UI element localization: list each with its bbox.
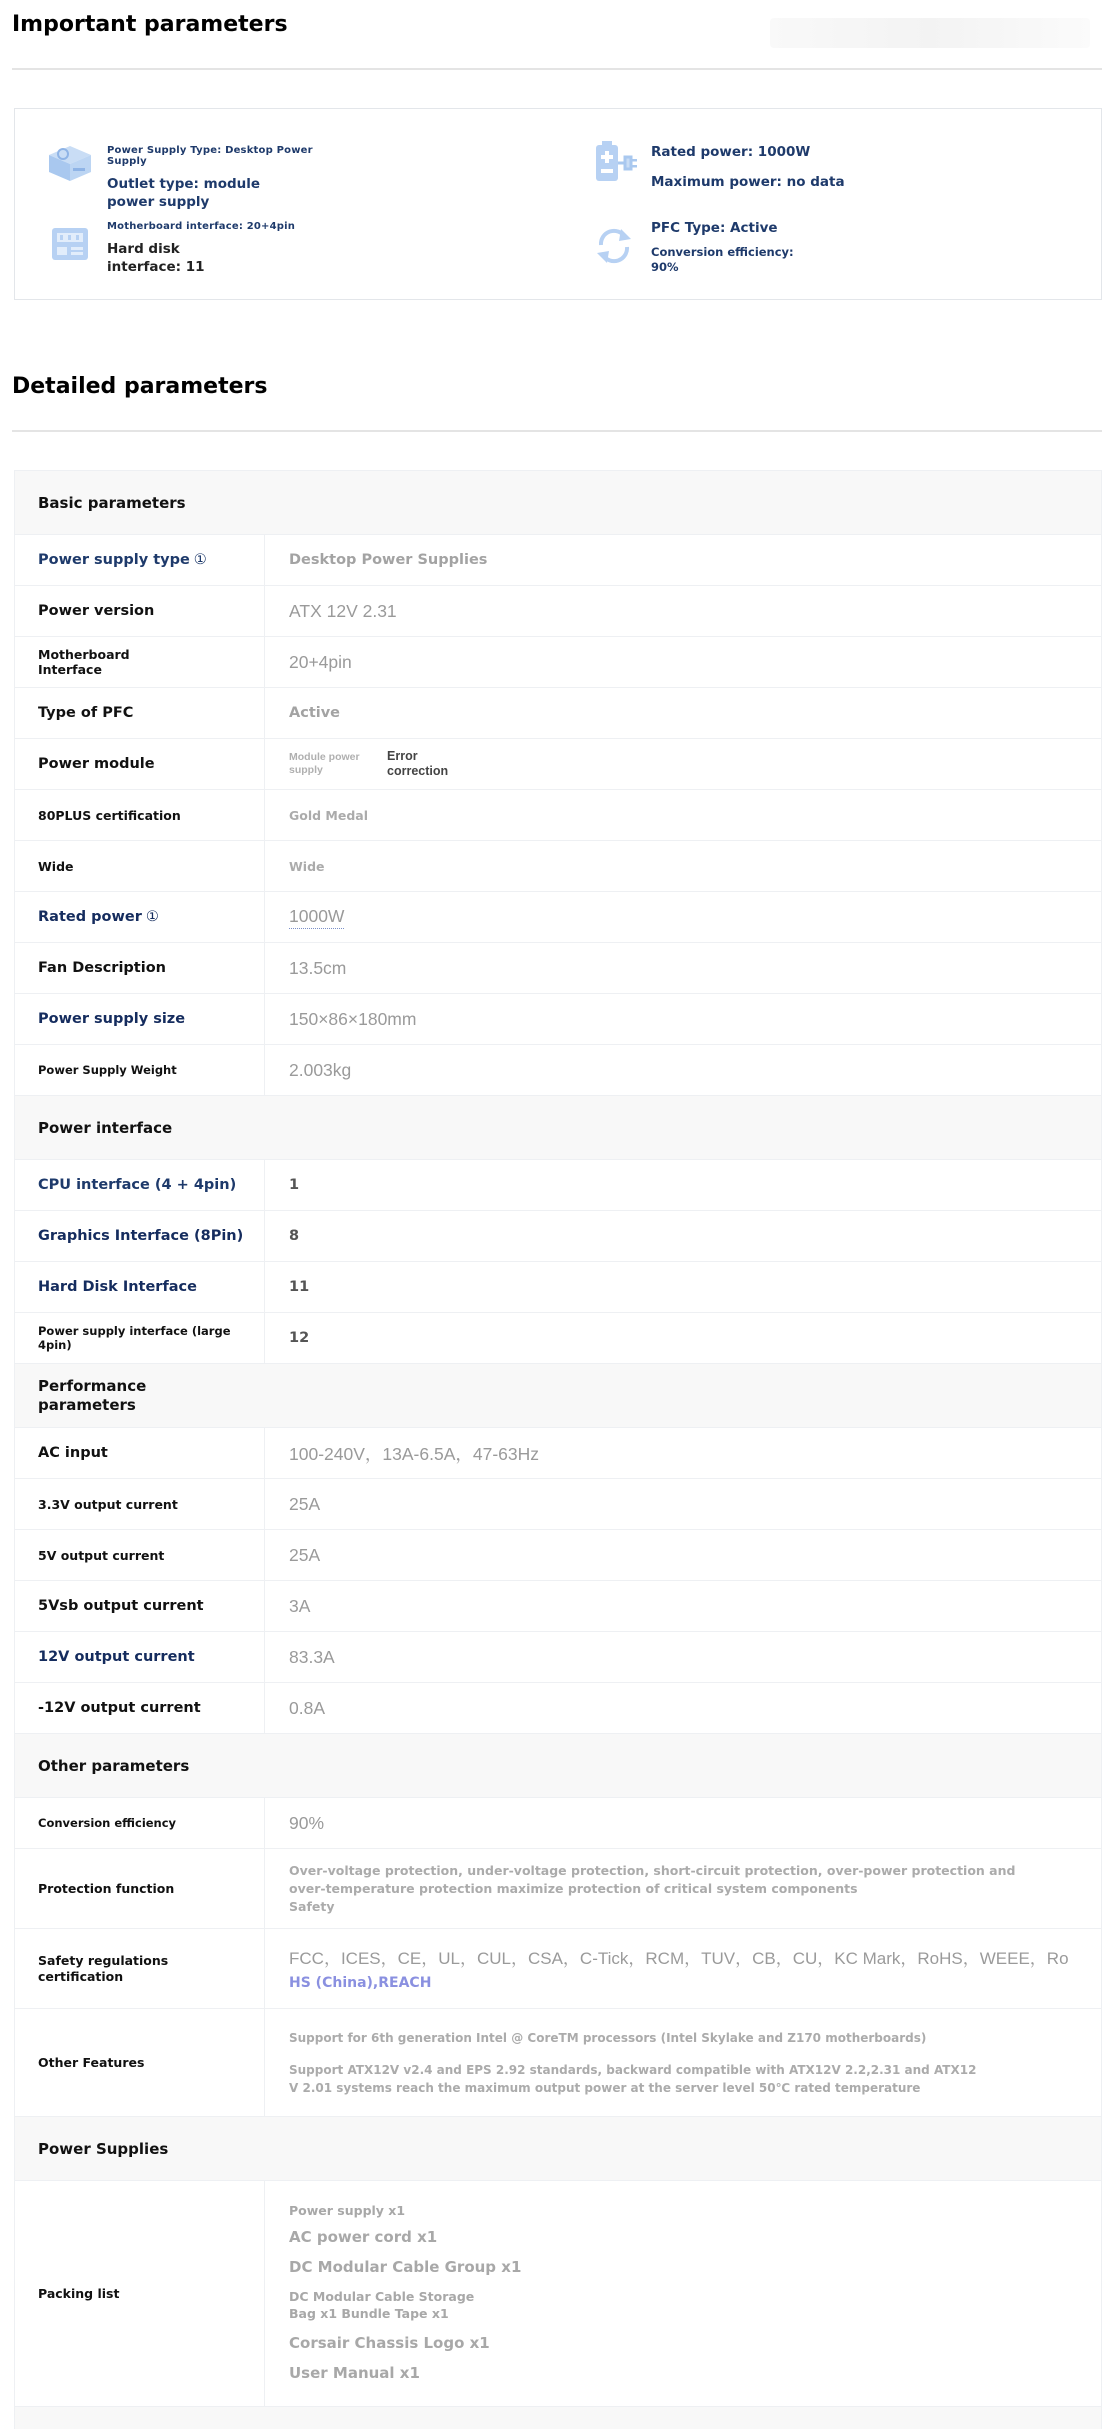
power-supply-type-label[interactable]: Power supply type bbox=[38, 552, 190, 568]
row-value bbox=[265, 2181, 1101, 2406]
protection-text-1: Over-voltage protection, under-voltage protection, short-circuit protection, over-power protection and bbox=[289, 1862, 1016, 1878]
row-label: Wide bbox=[15, 841, 265, 891]
power-supply-box-icon bbox=[43, 135, 97, 189]
packing-item: User Manual x1 bbox=[289, 2363, 420, 2382]
group-header-other: Other parameters bbox=[15, 1734, 1101, 1798]
table-row bbox=[15, 2009, 1101, 2117]
row-label[interactable]: Power supply size bbox=[15, 994, 265, 1044]
group-header-interface: Power interface bbox=[15, 1096, 1101, 1160]
features-text-1: Support for 6th generation Intel @ CoreTM processors (Intel Skylake and Z170 motherboards) bbox=[289, 2030, 927, 2045]
table-row bbox=[15, 1262, 1101, 1313]
table-row bbox=[15, 1313, 1101, 1364]
refresh-icon bbox=[587, 219, 641, 273]
row-label: AC input bbox=[15, 1428, 265, 1478]
packing-item: DC Modular Cable Group x1 bbox=[289, 2257, 522, 2276]
features-text-3: V 2.01 systems reach the maximum output power at the server level 50℃ rated temperature bbox=[289, 2080, 921, 2095]
protection-text-2: over-temperature protection maximize protection of critical system components bbox=[289, 1880, 858, 1896]
safety-label: Safety regulations certification bbox=[38, 1952, 169, 1984]
row-value: Active bbox=[289, 705, 341, 721]
row-value: Wide bbox=[289, 858, 325, 874]
group-header-basic: Basic parameters bbox=[15, 471, 1101, 535]
maximum-power: Maximum power: no data bbox=[651, 174, 845, 190]
row-value: 1 bbox=[289, 1177, 300, 1193]
table-footer bbox=[15, 2407, 1101, 2429]
important-parameters-panel bbox=[14, 108, 1102, 300]
row-value: Desktop Power Supplies bbox=[289, 552, 488, 568]
row-label[interactable] bbox=[15, 535, 265, 585]
packing-item: DC Modular Cable Storage bbox=[289, 2288, 475, 2304]
table-row bbox=[15, 586, 1101, 637]
info-icon[interactable]: ① bbox=[145, 909, 159, 925]
hard-disk-interface: Hard disk interface: 11 bbox=[107, 241, 205, 275]
row-label: Packing list bbox=[15, 2181, 265, 2406]
row-label: Power module bbox=[15, 739, 265, 789]
table-row bbox=[15, 1581, 1101, 1632]
row-value: 13.5cm bbox=[289, 957, 347, 978]
outlet-type: Outlet type: module power supply bbox=[107, 176, 261, 210]
blurred-banner bbox=[770, 18, 1090, 48]
row-value: 25A bbox=[289, 1493, 321, 1514]
row-value bbox=[265, 892, 1101, 942]
motherboard-interface-label: Motherboard Interface bbox=[38, 647, 130, 677]
row-label[interactable] bbox=[15, 892, 265, 942]
row-value: 100-240V，13A-6.5A，47-63Hz bbox=[289, 1443, 540, 1464]
table-row bbox=[15, 790, 1101, 841]
table-row bbox=[15, 1160, 1101, 1211]
performance-parameters-heading: Performance parameters bbox=[38, 1376, 147, 1414]
row-label bbox=[15, 1313, 265, 1363]
row-value: ATX 12V 2.31 bbox=[289, 600, 397, 621]
packing-item: Power supply x1 bbox=[289, 2202, 406, 2218]
table-row bbox=[15, 1632, 1101, 1683]
motherboard-icon bbox=[43, 217, 97, 271]
row-value bbox=[265, 739, 1101, 789]
divider bbox=[12, 68, 1102, 70]
row-value bbox=[265, 1929, 1101, 2008]
packing-item: Corsair Chassis Logo x1 bbox=[289, 2333, 490, 2352]
row-label[interactable]: Hard Disk Interface bbox=[15, 1262, 265, 1312]
rated-power-value[interactable]: 1000W bbox=[289, 906, 344, 929]
table-row bbox=[15, 1683, 1101, 1734]
table-row bbox=[15, 1479, 1101, 1530]
row-value: 90% bbox=[289, 1812, 325, 1833]
divider bbox=[12, 430, 1102, 432]
row-label bbox=[15, 637, 265, 687]
module-value: Module power supply bbox=[289, 751, 360, 776]
row-value bbox=[265, 2009, 1101, 2116]
row-label: Power Supply Weight bbox=[15, 1045, 265, 1095]
row-label: Power version bbox=[15, 586, 265, 636]
features-text-2: Support ATX12V v2.4 and EPS 2.92 standards, backward compatible with ATX12V 2.2,2.31 and ATX12 bbox=[289, 2062, 977, 2077]
row-label: Other Features bbox=[15, 2009, 265, 2116]
row-value: Gold Medal bbox=[289, 807, 369, 823]
row-label: Type of PFC bbox=[15, 688, 265, 738]
row-label[interactable]: Graphics Interface (8Pin) bbox=[15, 1211, 265, 1261]
table-row bbox=[15, 1849, 1101, 1929]
row-label bbox=[15, 1929, 265, 2008]
row-label: -12V output current bbox=[15, 1683, 265, 1733]
table-row bbox=[15, 1929, 1101, 2009]
table-row bbox=[15, 739, 1101, 790]
table-row bbox=[15, 2181, 1101, 2407]
table-row bbox=[15, 943, 1101, 994]
row-value: 2.003kg bbox=[289, 1059, 352, 1080]
parameters-table bbox=[14, 470, 1102, 2429]
table-row bbox=[15, 535, 1101, 586]
info-icon[interactable]: ① bbox=[193, 552, 207, 568]
power-supply-type: Power Supply Type: Desktop Power Supply bbox=[107, 145, 313, 167]
detailed-parameters-title: Detailed parameters bbox=[12, 374, 268, 399]
table-row bbox=[15, 841, 1101, 892]
row-label: 5V output current bbox=[15, 1530, 265, 1580]
table-row bbox=[15, 1211, 1101, 1262]
row-label: 80PLUS certification bbox=[15, 790, 265, 840]
table-row bbox=[15, 1530, 1101, 1581]
pfc-type: PFC Type: Active bbox=[651, 220, 778, 236]
group-header-supplies: Power Supplies bbox=[15, 2117, 1101, 2181]
row-value: 20+4pin bbox=[289, 651, 352, 672]
row-value bbox=[265, 1849, 1101, 1928]
row-label: 3.3V output current bbox=[15, 1479, 265, 1529]
important-parameters-title: Important parameters bbox=[12, 12, 288, 37]
rated-power-label[interactable]: Rated power bbox=[38, 909, 142, 925]
error-correction-link[interactable]: Error correction bbox=[387, 749, 449, 778]
motherboard-interface: Motherboard interface: 20+4pin bbox=[107, 221, 296, 232]
packing-item: AC power cord x1 bbox=[289, 2227, 438, 2246]
certification-list: FCC，ICES，CE，UL，CUL，CSA，C-Tick，RCM，TUV，CB，CU，KC Mark，RoHS，WEEE，Ro bbox=[289, 1948, 1069, 1968]
row-label[interactable]: CPU interface (4 + 4pin) bbox=[15, 1160, 265, 1210]
table-row bbox=[15, 1798, 1101, 1849]
row-label: 5Vsb output current bbox=[15, 1581, 265, 1631]
table-row bbox=[15, 892, 1101, 943]
row-value: 11 bbox=[289, 1279, 310, 1295]
row-value: 83.3A bbox=[289, 1646, 335, 1667]
row-label[interactable]: 12V output current bbox=[15, 1632, 265, 1682]
table-row bbox=[15, 994, 1101, 1045]
table-row bbox=[15, 1428, 1101, 1479]
row-value: 12 bbox=[289, 1330, 310, 1346]
table-row bbox=[15, 688, 1101, 739]
conversion-efficiency: Conversion efficiency: 90% bbox=[651, 245, 794, 274]
battery-plug-icon bbox=[587, 135, 641, 189]
packing-item: Bag x1 Bundle Tape x1 bbox=[289, 2305, 449, 2321]
certification-link[interactable]: HS (China),REACH bbox=[289, 1974, 432, 1991]
table-row bbox=[15, 1045, 1101, 1096]
row-value: 8 bbox=[289, 1228, 300, 1244]
rated-power: Rated power: 1000W bbox=[651, 144, 811, 160]
protection-text-3: Safety bbox=[289, 1898, 335, 1914]
row-label: Fan Description bbox=[15, 943, 265, 993]
row-value: 150×86×180mm bbox=[289, 1008, 417, 1029]
row-value: 25A bbox=[289, 1544, 321, 1565]
large-4pin-label: Power supply interface (large 4pin) bbox=[38, 1324, 231, 1352]
row-label: Protection function bbox=[15, 1849, 265, 1928]
group-header-performance bbox=[15, 1364, 1101, 1428]
row-label: Conversion efficiency bbox=[15, 1798, 265, 1848]
row-value: 0.8A bbox=[289, 1697, 325, 1718]
row-value: 3A bbox=[289, 1595, 311, 1616]
table-row bbox=[15, 637, 1101, 688]
